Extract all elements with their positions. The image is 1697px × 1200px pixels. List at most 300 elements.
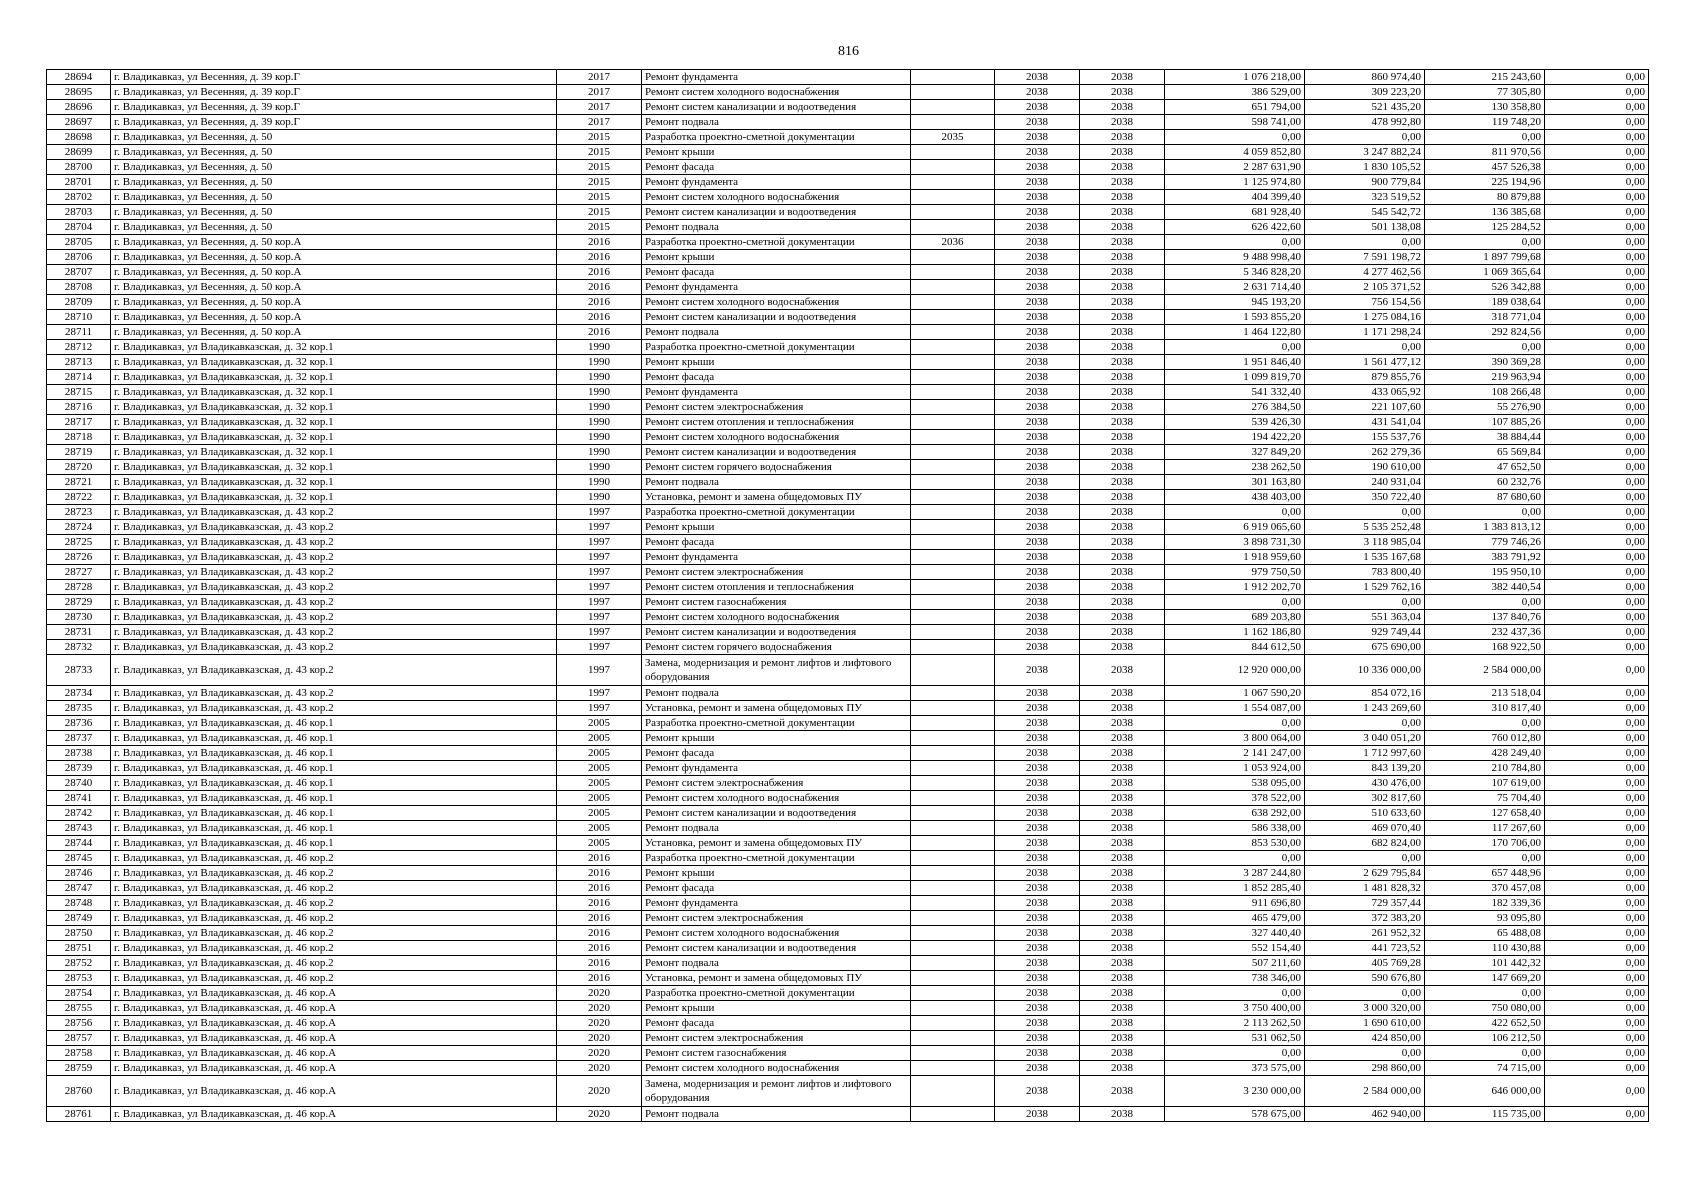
total-cost-cell: 1 951 846,40 (1165, 355, 1305, 370)
owner-share-cell: 310 817,40 (1425, 701, 1545, 716)
address-cell: г. Владикавказ, ул Весенняя, д. 50 кор.А (111, 265, 557, 280)
total-cost-cell: 0,00 (1165, 595, 1305, 610)
start-year-cell: 2038 (995, 731, 1080, 746)
work-type-cell: Ремонт систем газоснабжения (642, 595, 911, 610)
build-year-cell: 2016 (557, 250, 642, 265)
planned-year-cell (911, 505, 995, 520)
fund-share-cell: 854 072,16 (1305, 686, 1425, 701)
total-cost-cell: 552 154,40 (1165, 941, 1305, 956)
fund-share-cell: 261 952,32 (1305, 926, 1425, 941)
end-year-cell: 2038 (1080, 986, 1165, 1001)
total-cost-cell: 0,00 (1165, 505, 1305, 520)
row-id-cell: 28704 (47, 220, 111, 235)
start-year-cell: 2038 (995, 85, 1080, 100)
row-id-cell: 28747 (47, 881, 111, 896)
fund-share-cell: 0,00 (1305, 986, 1425, 1001)
other-share-cell: 0,00 (1545, 130, 1649, 145)
owner-share-cell: 390 369,28 (1425, 355, 1545, 370)
owner-share-cell: 422 652,50 (1425, 1016, 1545, 1031)
table-row (47, 1076, 1649, 1107)
end-year-cell: 2038 (1080, 716, 1165, 731)
table-row (47, 505, 1649, 520)
work-type-cell: Ремонт фундамента (642, 761, 911, 776)
end-year-cell: 2038 (1080, 535, 1165, 550)
row-id-cell: 28736 (47, 716, 111, 731)
other-share-cell: 0,00 (1545, 160, 1649, 175)
address-cell: г. Владикавказ, ул Владикавказская, д. 43 кор.2 (111, 535, 557, 550)
row-id-cell: 28695 (47, 85, 111, 100)
build-year-cell: 1997 (557, 505, 642, 520)
planned-year-cell (911, 400, 995, 415)
work-type-cell: Разработка проектно-сметной документации (642, 235, 911, 250)
work-type-cell: Разработка проектно-сметной документации (642, 716, 911, 731)
total-cost-cell: 578 675,00 (1165, 1107, 1305, 1122)
table-row (47, 926, 1649, 941)
work-type-cell: Замена, модернизация и ремонт лифтов и лифтового оборудования (642, 1076, 911, 1107)
start-year-cell: 2038 (995, 415, 1080, 430)
work-type-cell: Ремонт фундамента (642, 385, 911, 400)
work-type-cell: Ремонт фундамента (642, 280, 911, 295)
owner-share-cell: 195 950,10 (1425, 565, 1545, 580)
build-year-cell: 1990 (557, 385, 642, 400)
table-row (47, 175, 1649, 190)
total-cost-cell: 3 230 000,00 (1165, 1076, 1305, 1107)
work-type-cell: Ремонт крыши (642, 145, 911, 160)
planned-year-cell (911, 761, 995, 776)
owner-share-cell: 0,00 (1425, 340, 1545, 355)
start-year-cell: 2038 (995, 325, 1080, 340)
build-year-cell: 1990 (557, 370, 642, 385)
address-cell: г. Владикавказ, ул Владикавказская, д. 46 кор.1 (111, 836, 557, 851)
start-year-cell: 2038 (995, 971, 1080, 986)
start-year-cell: 2038 (995, 505, 1080, 520)
owner-share-cell: 107 619,00 (1425, 776, 1545, 791)
row-id-cell: 28699 (47, 145, 111, 160)
fund-share-cell: 462 940,00 (1305, 1107, 1425, 1122)
end-year-cell: 2038 (1080, 686, 1165, 701)
start-year-cell: 2038 (995, 595, 1080, 610)
start-year-cell: 2038 (995, 265, 1080, 280)
fund-share-cell: 900 779,84 (1305, 175, 1425, 190)
fund-share-cell: 0,00 (1305, 595, 1425, 610)
table-row (47, 355, 1649, 370)
other-share-cell: 0,00 (1545, 265, 1649, 280)
owner-share-cell: 65 569,84 (1425, 445, 1545, 460)
owner-share-cell: 428 249,40 (1425, 746, 1545, 761)
start-year-cell: 2038 (995, 535, 1080, 550)
end-year-cell: 2038 (1080, 265, 1165, 280)
start-year-cell: 2038 (995, 881, 1080, 896)
fund-share-cell: 240 931,04 (1305, 475, 1425, 490)
planned-year-cell (911, 535, 995, 550)
address-cell: г. Владикавказ, ул Владикавказская, д. 46 кор.2 (111, 896, 557, 911)
work-type-cell: Ремонт систем отопления и теплоснабжения (642, 415, 911, 430)
total-cost-cell: 6 919 065,60 (1165, 520, 1305, 535)
row-id-cell: 28700 (47, 160, 111, 175)
address-cell: г. Владикавказ, ул Весенняя, д. 50 (111, 205, 557, 220)
planned-year-cell (911, 220, 995, 235)
planned-year-cell (911, 520, 995, 535)
planned-year-cell (911, 1107, 995, 1122)
work-type-cell: Ремонт крыши (642, 866, 911, 881)
work-type-cell: Ремонт систем горячего водоснабжения (642, 460, 911, 475)
row-id-cell: 28751 (47, 941, 111, 956)
end-year-cell: 2038 (1080, 295, 1165, 310)
planned-year-cell (911, 851, 995, 866)
row-id-cell: 28731 (47, 625, 111, 640)
table-row (47, 475, 1649, 490)
start-year-cell: 2038 (995, 160, 1080, 175)
address-cell: г. Владикавказ, ул Владикавказская, д. 46 кор.2 (111, 911, 557, 926)
address-cell: г. Владикавказ, ул Весенняя, д. 39 кор.Г (111, 115, 557, 130)
start-year-cell: 2038 (995, 490, 1080, 505)
planned-year-cell (911, 941, 995, 956)
build-year-cell: 2016 (557, 325, 642, 340)
address-cell: г. Владикавказ, ул Владикавказская, д. 32 кор.1 (111, 370, 557, 385)
other-share-cell: 0,00 (1545, 655, 1649, 686)
build-year-cell: 2020 (557, 1107, 642, 1122)
address-cell: г. Владикавказ, ул Владикавказская, д. 43 кор.2 (111, 565, 557, 580)
end-year-cell: 2038 (1080, 1061, 1165, 1076)
other-share-cell: 0,00 (1545, 355, 1649, 370)
table-row (47, 610, 1649, 625)
owner-share-cell: 0,00 (1425, 505, 1545, 520)
address-cell: г. Владикавказ, ул Владикавказская, д. 32 кор.1 (111, 460, 557, 475)
total-cost-cell: 0,00 (1165, 340, 1305, 355)
build-year-cell: 1997 (557, 686, 642, 701)
start-year-cell: 2038 (995, 175, 1080, 190)
repair-schedule-table (46, 69, 1649, 1122)
fund-share-cell: 1 535 167,68 (1305, 550, 1425, 565)
total-cost-cell: 945 193,20 (1165, 295, 1305, 310)
row-id-cell: 28760 (47, 1076, 111, 1107)
other-share-cell: 0,00 (1545, 70, 1649, 85)
start-year-cell: 2038 (995, 1107, 1080, 1122)
total-cost-cell: 651 794,00 (1165, 100, 1305, 115)
table-row (47, 385, 1649, 400)
end-year-cell: 2038 (1080, 505, 1165, 520)
fund-share-cell: 298 860,00 (1305, 1061, 1425, 1076)
owner-share-cell: 0,00 (1425, 986, 1545, 1001)
owner-share-cell: 87 680,60 (1425, 490, 1545, 505)
end-year-cell: 2038 (1080, 866, 1165, 881)
end-year-cell: 2038 (1080, 130, 1165, 145)
other-share-cell: 0,00 (1545, 535, 1649, 550)
owner-share-cell: 119 748,20 (1425, 115, 1545, 130)
table-row (47, 701, 1649, 716)
table-row (47, 655, 1649, 686)
row-id-cell: 28705 (47, 235, 111, 250)
end-year-cell: 2038 (1080, 415, 1165, 430)
owner-share-cell: 137 840,76 (1425, 610, 1545, 625)
planned-year-cell (911, 280, 995, 295)
other-share-cell: 0,00 (1545, 490, 1649, 505)
fund-share-cell: 0,00 (1305, 505, 1425, 520)
build-year-cell: 2020 (557, 1046, 642, 1061)
work-type-cell: Ремонт систем горячего водоснабжения (642, 640, 911, 655)
row-id-cell: 28715 (47, 385, 111, 400)
fund-share-cell: 682 824,00 (1305, 836, 1425, 851)
start-year-cell: 2038 (995, 986, 1080, 1001)
build-year-cell: 1997 (557, 550, 642, 565)
address-cell: г. Владикавказ, ул Владикавказская, д. 32 кор.1 (111, 385, 557, 400)
planned-year-cell (911, 100, 995, 115)
total-cost-cell: 194 422,20 (1165, 430, 1305, 445)
other-share-cell: 0,00 (1545, 400, 1649, 415)
fund-share-cell: 3 000 320,00 (1305, 1001, 1425, 1016)
planned-year-cell (911, 325, 995, 340)
planned-year-cell (911, 355, 995, 370)
planned-year-cell (911, 971, 995, 986)
fund-share-cell: 0,00 (1305, 340, 1425, 355)
start-year-cell: 2038 (995, 836, 1080, 851)
row-id-cell: 28727 (47, 565, 111, 580)
address-cell: г. Владикавказ, ул Весенняя, д. 50 (111, 145, 557, 160)
row-id-cell: 28740 (47, 776, 111, 791)
work-type-cell: Ремонт систем электроснабжения (642, 565, 911, 580)
table-row (47, 445, 1649, 460)
address-cell: г. Владикавказ, ул Владикавказская, д. 32 кор.1 (111, 445, 557, 460)
owner-share-cell: 189 038,64 (1425, 295, 1545, 310)
start-year-cell: 2038 (995, 370, 1080, 385)
work-type-cell: Ремонт систем электроснабжения (642, 1031, 911, 1046)
end-year-cell: 2038 (1080, 1016, 1165, 1031)
owner-share-cell: 779 746,26 (1425, 535, 1545, 550)
owner-share-cell: 80 879,88 (1425, 190, 1545, 205)
fund-share-cell: 155 537,76 (1305, 430, 1425, 445)
address-cell: г. Владикавказ, ул Весенняя, д. 39 кор.Г (111, 85, 557, 100)
total-cost-cell: 301 163,80 (1165, 475, 1305, 490)
start-year-cell: 2038 (995, 640, 1080, 655)
table-row (47, 1031, 1649, 1046)
owner-share-cell: 382 440,54 (1425, 580, 1545, 595)
build-year-cell: 2005 (557, 836, 642, 851)
work-type-cell: Ремонт фундамента (642, 550, 911, 565)
fund-share-cell: 1 243 269,60 (1305, 701, 1425, 716)
planned-year-cell (911, 565, 995, 580)
fund-share-cell: 190 610,00 (1305, 460, 1425, 475)
address-cell: г. Владикавказ, ул Весенняя, д. 50 кор.А (111, 280, 557, 295)
end-year-cell: 2038 (1080, 565, 1165, 580)
row-id-cell: 28761 (47, 1107, 111, 1122)
start-year-cell: 2038 (995, 130, 1080, 145)
planned-year-cell (911, 776, 995, 791)
start-year-cell: 2038 (995, 956, 1080, 971)
owner-share-cell: 110 430,88 (1425, 941, 1545, 956)
build-year-cell: 1990 (557, 445, 642, 460)
fund-share-cell: 1 275 084,16 (1305, 310, 1425, 325)
address-cell: г. Владикавказ, ул Весенняя, д. 50 кор.А (111, 235, 557, 250)
fund-share-cell: 521 435,20 (1305, 100, 1425, 115)
start-year-cell: 2038 (995, 235, 1080, 250)
table-row (47, 821, 1649, 836)
work-type-cell: Ремонт систем канализации и водоотведения (642, 445, 911, 460)
table-row (47, 310, 1649, 325)
total-cost-cell: 238 262,50 (1165, 460, 1305, 475)
other-share-cell: 0,00 (1545, 821, 1649, 836)
planned-year-cell (911, 701, 995, 716)
total-cost-cell: 738 346,00 (1165, 971, 1305, 986)
row-id-cell: 28734 (47, 686, 111, 701)
row-id-cell: 28721 (47, 475, 111, 490)
other-share-cell: 0,00 (1545, 250, 1649, 265)
table-row (47, 520, 1649, 535)
row-id-cell: 28698 (47, 130, 111, 145)
other-share-cell: 0,00 (1545, 220, 1649, 235)
address-cell: г. Владикавказ, ул Весенняя, д. 50 (111, 220, 557, 235)
work-type-cell: Ремонт систем газоснабжения (642, 1046, 911, 1061)
other-share-cell: 0,00 (1545, 776, 1649, 791)
total-cost-cell: 0,00 (1165, 130, 1305, 145)
total-cost-cell: 1 076 218,00 (1165, 70, 1305, 85)
planned-year-cell (911, 205, 995, 220)
work-type-cell: Ремонт фасада (642, 1016, 911, 1031)
fund-share-cell: 5 535 252,48 (1305, 520, 1425, 535)
start-year-cell: 2038 (995, 475, 1080, 490)
planned-year-cell (911, 265, 995, 280)
owner-share-cell: 182 339,36 (1425, 896, 1545, 911)
build-year-cell: 2016 (557, 941, 642, 956)
owner-share-cell: 1 897 799,68 (1425, 250, 1545, 265)
end-year-cell: 2038 (1080, 896, 1165, 911)
build-year-cell: 1990 (557, 415, 642, 430)
start-year-cell: 2038 (995, 716, 1080, 731)
work-type-cell: Ремонт фасада (642, 265, 911, 280)
total-cost-cell: 598 741,00 (1165, 115, 1305, 130)
row-id-cell: 28703 (47, 205, 111, 220)
table-row (47, 791, 1649, 806)
other-share-cell: 0,00 (1545, 971, 1649, 986)
owner-share-cell: 74 715,00 (1425, 1061, 1545, 1076)
start-year-cell: 2038 (995, 430, 1080, 445)
other-share-cell: 0,00 (1545, 851, 1649, 866)
other-share-cell: 0,00 (1545, 1107, 1649, 1122)
work-type-cell: Ремонт систем электроснабжения (642, 400, 911, 415)
table-row (47, 836, 1649, 851)
table-row (47, 430, 1649, 445)
other-share-cell: 0,00 (1545, 1016, 1649, 1031)
owner-share-cell: 1 069 365,64 (1425, 265, 1545, 280)
planned-year-cell (911, 821, 995, 836)
other-share-cell: 0,00 (1545, 340, 1649, 355)
end-year-cell: 2038 (1080, 160, 1165, 175)
work-type-cell: Ремонт систем электроснабжения (642, 911, 911, 926)
owner-share-cell: 219 963,94 (1425, 370, 1545, 385)
row-id-cell: 28701 (47, 175, 111, 190)
row-id-cell: 28758 (47, 1046, 111, 1061)
other-share-cell: 0,00 (1545, 310, 1649, 325)
row-id-cell: 28712 (47, 340, 111, 355)
row-id-cell: 28737 (47, 731, 111, 746)
address-cell: г. Владикавказ, ул Владикавказская, д. 43 кор.2 (111, 595, 557, 610)
owner-share-cell: 232 437,36 (1425, 625, 1545, 640)
start-year-cell: 2038 (995, 295, 1080, 310)
row-id-cell: 28717 (47, 415, 111, 430)
end-year-cell: 2038 (1080, 370, 1165, 385)
table-row (47, 956, 1649, 971)
build-year-cell: 1990 (557, 490, 642, 505)
planned-year-cell (911, 655, 995, 686)
table-row (47, 415, 1649, 430)
build-year-cell: 2015 (557, 160, 642, 175)
owner-share-cell: 77 305,80 (1425, 85, 1545, 100)
planned-year-cell (911, 625, 995, 640)
owner-share-cell: 170 706,00 (1425, 836, 1545, 851)
end-year-cell: 2038 (1080, 550, 1165, 565)
planned-year-cell: 2036 (911, 235, 995, 250)
build-year-cell: 2016 (557, 310, 642, 325)
start-year-cell: 2038 (995, 1001, 1080, 1016)
fund-share-cell: 783 800,40 (1305, 565, 1425, 580)
build-year-cell: 1990 (557, 430, 642, 445)
work-type-cell: Ремонт подвала (642, 1107, 911, 1122)
planned-year-cell (911, 70, 995, 85)
table-row (47, 716, 1649, 731)
owner-share-cell: 38 884,44 (1425, 430, 1545, 445)
end-year-cell: 2038 (1080, 325, 1165, 340)
build-year-cell: 1990 (557, 400, 642, 415)
owner-share-cell: 93 095,80 (1425, 911, 1545, 926)
other-share-cell: 0,00 (1545, 761, 1649, 776)
fund-share-cell: 1 712 997,60 (1305, 746, 1425, 761)
work-type-cell: Установка, ремонт и замена общедомовых ПУ (642, 971, 911, 986)
row-id-cell: 28729 (47, 595, 111, 610)
total-cost-cell: 1 593 855,20 (1165, 310, 1305, 325)
work-type-cell: Ремонт подвала (642, 325, 911, 340)
work-type-cell: Ремонт подвала (642, 220, 911, 235)
end-year-cell: 2038 (1080, 776, 1165, 791)
row-id-cell: 28708 (47, 280, 111, 295)
row-id-cell: 28745 (47, 851, 111, 866)
row-id-cell: 28694 (47, 70, 111, 85)
owner-share-cell: 292 824,56 (1425, 325, 1545, 340)
planned-year-cell (911, 1061, 995, 1076)
other-share-cell: 0,00 (1545, 716, 1649, 731)
total-cost-cell: 1 554 087,00 (1165, 701, 1305, 716)
start-year-cell: 2038 (995, 145, 1080, 160)
other-share-cell: 0,00 (1545, 580, 1649, 595)
other-share-cell: 0,00 (1545, 475, 1649, 490)
work-type-cell: Ремонт фундамента (642, 175, 911, 190)
end-year-cell: 2038 (1080, 851, 1165, 866)
row-id-cell: 28702 (47, 190, 111, 205)
address-cell: г. Владикавказ, ул Владикавказская, д. 46 кор.1 (111, 731, 557, 746)
address-cell: г. Владикавказ, ул Владикавказская, д. 46 кор.А (111, 986, 557, 1001)
table-row (47, 400, 1649, 415)
start-year-cell: 2038 (995, 610, 1080, 625)
total-cost-cell: 1 852 285,40 (1165, 881, 1305, 896)
address-cell: г. Владикавказ, ул Весенняя, д. 50 (111, 130, 557, 145)
planned-year-cell (911, 415, 995, 430)
build-year-cell: 2016 (557, 235, 642, 250)
fund-share-cell: 501 138,08 (1305, 220, 1425, 235)
build-year-cell: 2017 (557, 115, 642, 130)
row-id-cell: 28726 (47, 550, 111, 565)
row-id-cell: 28696 (47, 100, 111, 115)
address-cell: г. Владикавказ, ул Владикавказская, д. 46 кор.1 (111, 821, 557, 836)
table-row (47, 941, 1649, 956)
owner-share-cell: 0,00 (1425, 716, 1545, 731)
build-year-cell: 1997 (557, 580, 642, 595)
address-cell: г. Владикавказ, ул Весенняя, д. 50 кор.А (111, 250, 557, 265)
end-year-cell: 2038 (1080, 355, 1165, 370)
fund-share-cell: 1 690 610,00 (1305, 1016, 1425, 1031)
work-type-cell: Ремонт систем отопления и теплоснабжения (642, 580, 911, 595)
total-cost-cell: 979 750,50 (1165, 565, 1305, 580)
owner-share-cell: 136 385,68 (1425, 205, 1545, 220)
fund-share-cell: 262 279,36 (1305, 445, 1425, 460)
row-id-cell: 28707 (47, 265, 111, 280)
